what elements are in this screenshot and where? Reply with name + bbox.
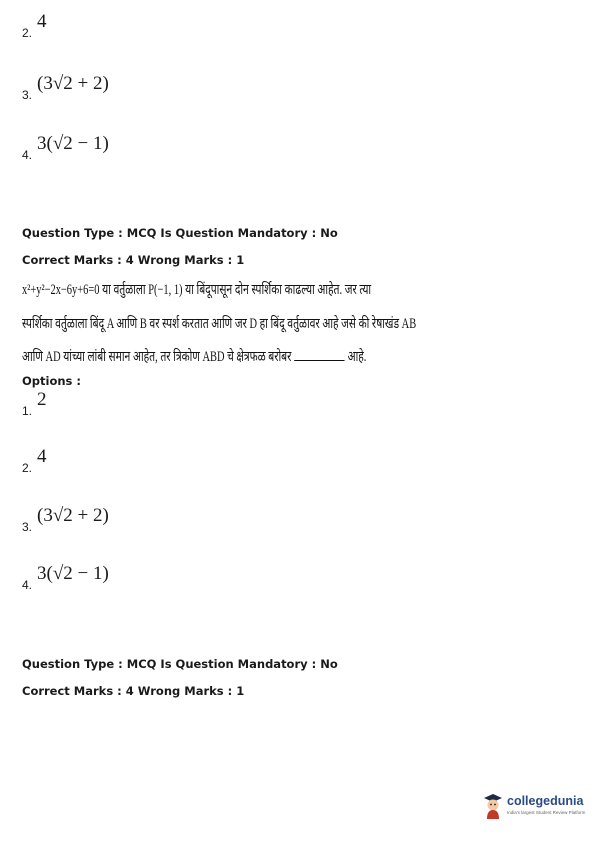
option-1 (22, 389, 47, 418)
option-number: 2. (22, 461, 33, 475)
question-text-line-1: x²+y²−2x−6y+6=0 या वर्तुळाला P(−1, 1) या बिंदूपासून दोन स्पर्शिका काढल्या आहेत. जर त्या (22, 282, 372, 298)
question-text-line-3-start: आणि AD यांच्या लांबी समान आहेत, तर त्रिकोण ABD चे क्षेत्रफळ बरोबर (22, 349, 292, 365)
option-2-prev (22, 11, 47, 40)
answer-blank (294, 350, 344, 361)
option-number: 1. (22, 404, 33, 418)
option-2 (22, 446, 47, 475)
collegedunia-logo (482, 791, 585, 819)
question-text-line-3-end: आहे. (347, 349, 367, 365)
options-label: Options : (22, 374, 81, 388)
question-text-line-2: स्पर्शिका वर्तुळाला बिंदू A आणि B वर स्पर्श करतात आणि जर D हा बिंदू वर्तुळावर आहे जसे की रेषाखंड AB (22, 316, 417, 332)
option-number: 4. (22, 578, 33, 592)
option-number: 3. (22, 88, 33, 102)
question-marks-meta: Correct Marks : 4 Wrong Marks : 1 (22, 253, 245, 267)
question-text-line-3 (22, 346, 367, 366)
option-value: (3√2 + 2) (37, 73, 109, 94)
option-value: (3√2 + 2) (37, 505, 109, 526)
option-4-prev (22, 133, 109, 162)
graduate-mascot-icon (482, 791, 504, 819)
option-value: 4 (37, 446, 47, 467)
logo-name: collegedunia (507, 794, 584, 809)
option-number: 3. (22, 520, 33, 534)
next-question-marks-meta: Correct Marks : 4 Wrong Marks : 1 (22, 684, 245, 698)
question-type-meta: Question Type : MCQ Is Question Mandatory : No (22, 226, 338, 240)
option-value: 3(√2 − 1) (37, 133, 109, 154)
option-3-prev (22, 73, 109, 102)
option-value: 2 (37, 389, 47, 410)
option-3 (22, 505, 109, 534)
option-number: 2. (22, 26, 33, 40)
logo-tagline: India's largest Student Review Platform (507, 809, 586, 815)
option-value: 4 (37, 11, 47, 32)
next-question-type-meta: Question Type : MCQ Is Question Mandatory : No (22, 657, 338, 671)
option-4 (22, 563, 109, 592)
option-value: 3(√2 − 1) (37, 563, 109, 584)
option-number: 4. (22, 148, 33, 162)
